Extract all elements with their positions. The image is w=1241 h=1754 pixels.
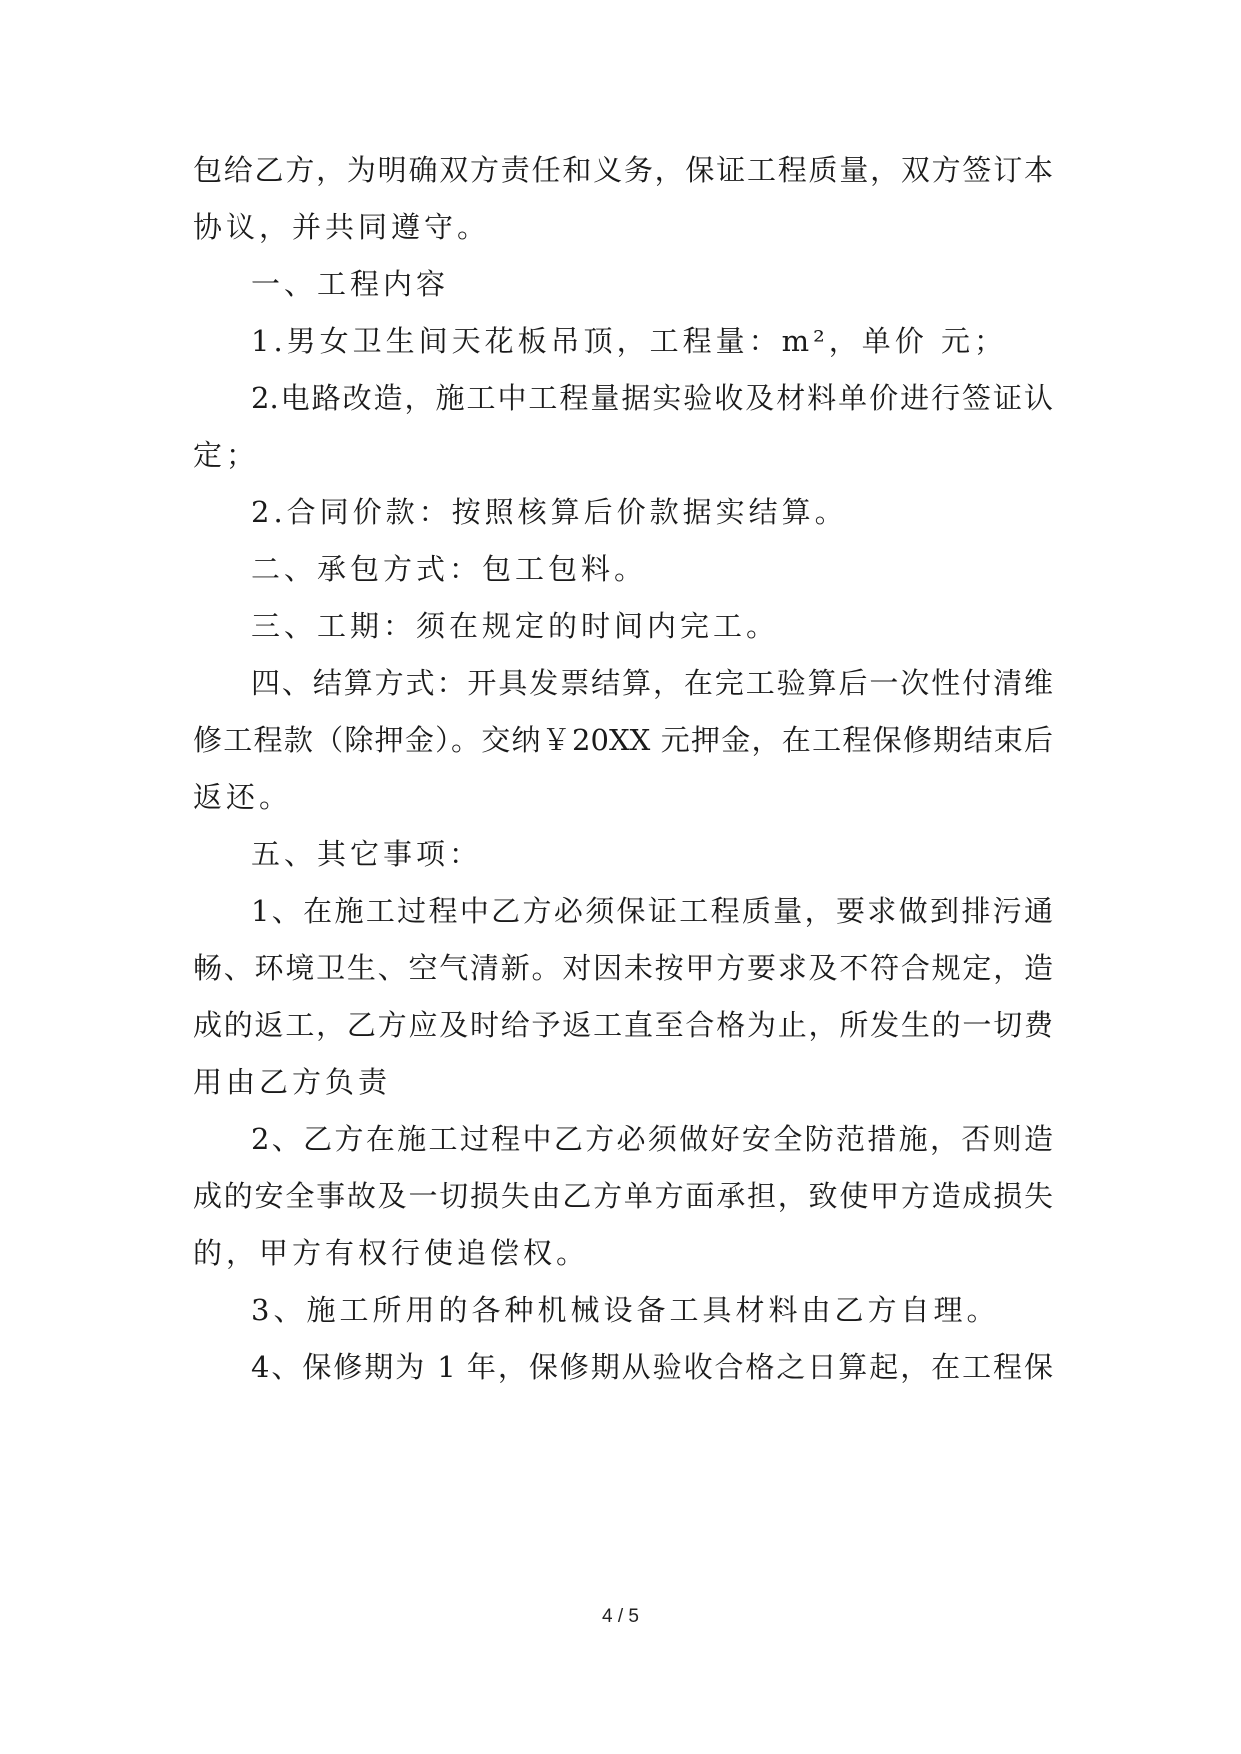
text-line: 2.电路改造，施工中工程量据实验收及材料单价进行签证认 [251, 381, 1053, 415]
section-heading: 一、工程内容 [251, 267, 450, 301]
text-line: 1.男女卫生间天花板吊顶，工程量：m²，单价 元； [251, 324, 1008, 358]
text-line: 成的安全事故及一切损失由乙方单方面承担，致使甲方造成损失 [193, 1179, 1053, 1213]
text-line: 用由乙方负责 [193, 1065, 392, 1099]
text-line: 成的返工，乙方应及时给予返工直至合格为止，所发生的一切费 [193, 1008, 1053, 1042]
text-line: 畅、环境卫生、空气清新。对因未按甲方要求及不符合规定，造 [193, 951, 1053, 985]
text-line: 返还。 [193, 780, 293, 814]
text-line: 2、乙方在施工过程中乙方必须做好安全防范措施，否则造 [251, 1122, 1053, 1156]
text-line: 修工程款（除押金）。交纳￥20XX 元押金，在工程保修期结束后 [193, 723, 1053, 757]
text-line: 定； [193, 438, 260, 472]
text-line: 包给乙方，为明确双方责任和义务，保证工程质量，双方签订本 [193, 153, 1053, 187]
text-line: 3、施工所用的各种机械设备工具材料由乙方自理。 [251, 1293, 1000, 1327]
section-heading: 二、承包方式：包工包料。 [251, 552, 648, 586]
text-line: 2.合同价款：按照核算后价款据实结算。 [251, 495, 848, 529]
section-heading: 三、工期：须在规定的时间内完工。 [251, 609, 780, 643]
text-line: 协议，并共同遵守。 [193, 210, 491, 244]
section-heading: 五、其它事项： [251, 837, 483, 871]
section-heading: 四、结算方式：开具发票结算，在完工验算后一次性付清维 [251, 666, 1053, 700]
text-line: 的，甲方有权行使追偿权。 [193, 1236, 590, 1270]
text-line: 4、保修期为 1 年，保修期从验收合格之日算起，在工程保 [251, 1350, 1053, 1384]
page-number: 4 / 5 [602, 1606, 639, 1627]
text-line: 1、在施工过程中乙方必须保证工程质量，要求做到排污通 [251, 894, 1053, 928]
